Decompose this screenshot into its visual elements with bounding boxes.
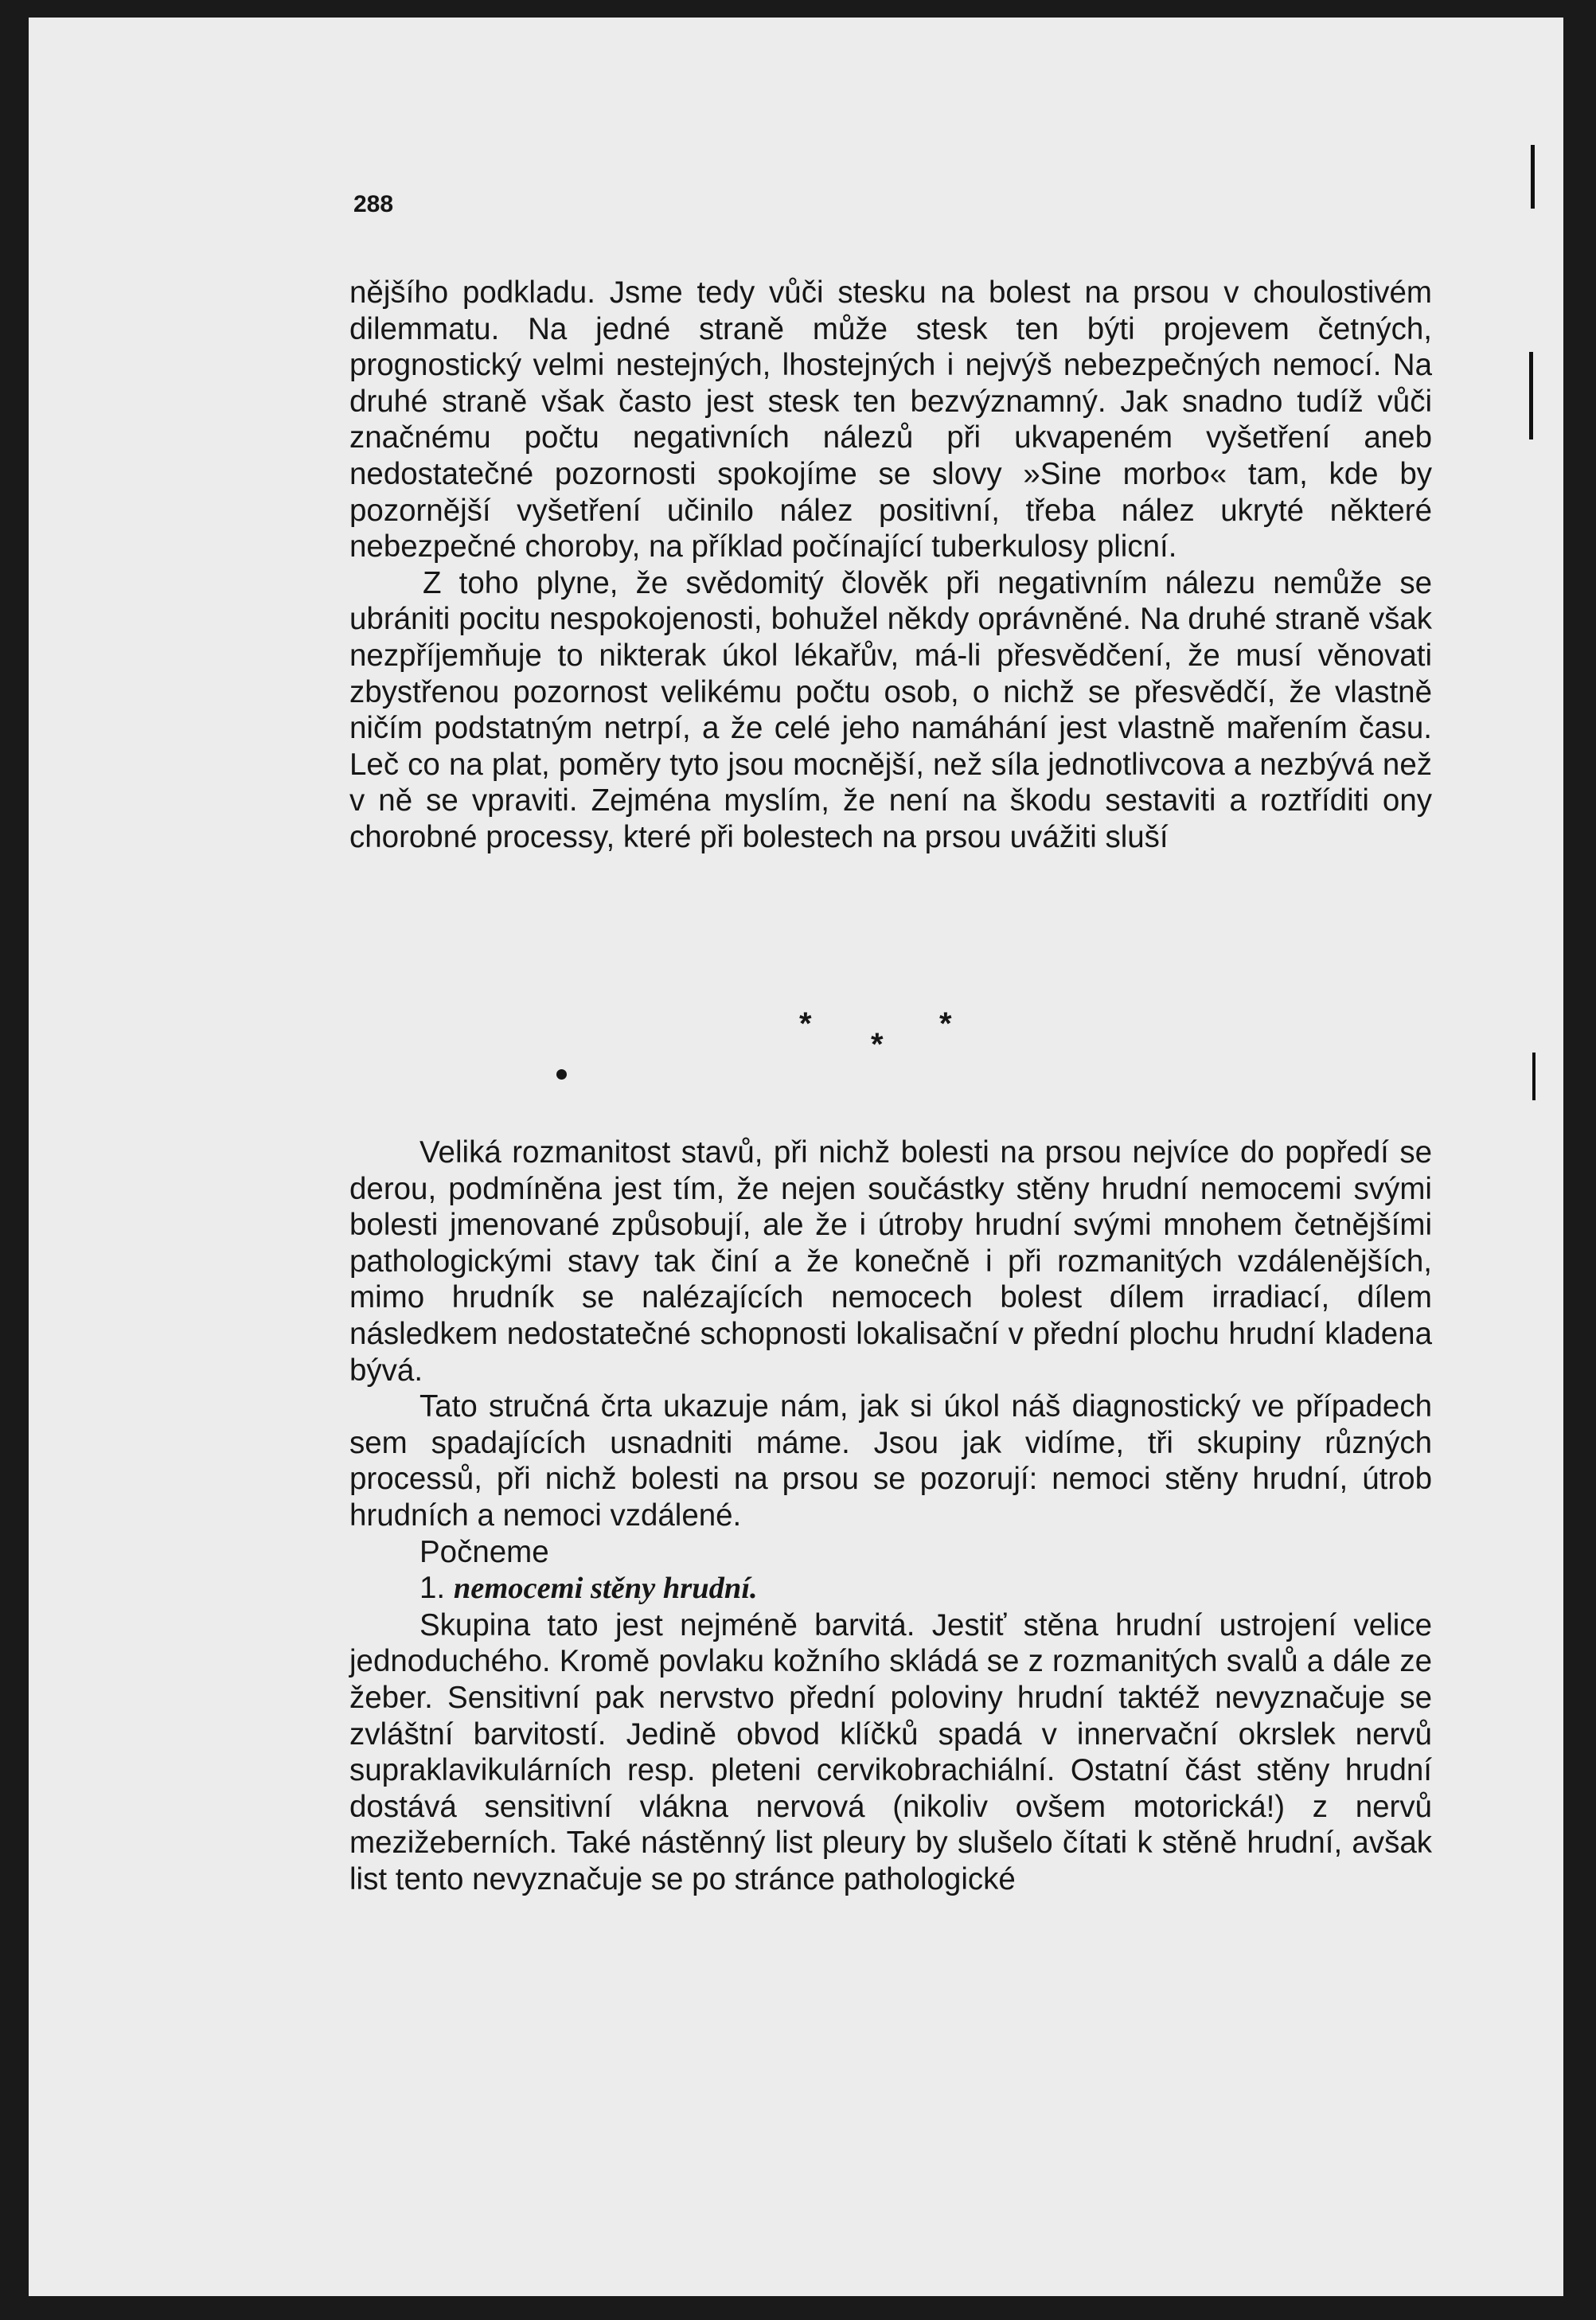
separator-star: * [799,1006,812,1041]
separator-star: * [939,1006,952,1041]
scan-edge-mark [1531,145,1535,209]
paragraph: nějšího podkladu. Jsme tedy vůči stesku na bolest na prsou v choulostivém dilemmatu. Na jedné straně může stesk ten býti projevem četných, prognostický velmi nestejných, lhostejných i nejvýš nebezpečných nemocí. Na druhé straně však často jest stesk ten bezvýznamný. Jak snadno tudíž vůči značnému počtu negativních nálezů při ukvapeném vyšetření aneb nedostatečné pozornosti spokojíme se slovy »Sine morbo« tam, kde by pozornější vyšetření učinilo nález positivní, třeba nález ukryté některé nebezpečné choroby, na příklad počínající tuberkulosy plicní. [349,275,1432,564]
paragraph: Počneme [419,1534,549,1569]
scan-edge-mark [1529,352,1533,439]
section-heading [349,1570,1432,1607]
paragraph: Skupina tato jest nejméně barvitá. Jestiť stěna hrudní ustrojení velice jednoduchého. Kromě povlaku kožního skládá se z rozmanitých svalů a dále ze žeber. Sensitivní pak nervstvo přední poloviny hrudní taktéž nevyznačuje se zvláštní barvitostí. Jedině obvod klíčků spadá v innervační okrslek nervů supraklavikulárních resp. pleteni cervikobrachiální. Ostatní část stěny hrudní dostává sensitivní vlákna nervová (nikoliv ovšem motorická!) z nervů mezižeberních. Také nástěnný list pleury by slušelo čítati k stěně hrudní, avšak list tento nevyznačuje se po stránce pathologické [349,1607,1432,1896]
heading-number: 1. [419,1571,446,1606]
heading-title: nemocemi stěny hrudní. [453,1572,758,1606]
bottom-text-section [349,1135,1432,1897]
scanned-page [29,18,1563,2296]
top-text-section [349,275,1432,856]
paragraph: Z toho plyne, že svědomitý člověk při negativním nálezu nemůže se ubrániti pocitu nespokojenosti, bohužel někdy oprávněné. Na druhé straně však nezpříjemňuje to nikterak úkol lékařův, má-li přesvědčení, že musí věnovati zbystřenou pozornost velikému počtu osob, o nichž se přesvědčí, že vlastně ničím podstatným netrpí, a že celé jeho namáhání jest vlastně mařením času. Leč co na plat, poměry tyto jsou mocnější, než síla jednotlivcova a nezbývá než v ně se vpraviti. Zejména myslím, že není na škodu sestaviti a roztříditi ony chorobné processy, které při bolestech na prsou uvážiti sluší [349,565,1432,854]
paragraph: Veliká rozmanitost stavů, při nichž bolesti na prsou nejvíce do popředí se derou, podmíněna jest tím, že nejen součástky stěny hrudní nemocemi svými bolesti jmenované způsobují, ale že i útroby hrudní svými mnohem četnějšími pathologickými stavy tak činí a že konečně i při rozmanitých vzdálenějších, mimo hrudník se nalézajících nemocech bolest dílem irradiací, dílem následkem nedostatečné schopnosti lokalisační v přední plochu hrudní kladena bývá. [349,1135,1432,1388]
paragraph: Tato stručná črta ukazuje nám, jak si úkol náš diagnostický ve případech sem spadajících usnadniti máme. Jsou jak vidíme, tři skupiny různých processů, při nichž bolesti na prsou se pozorují: nemoci stěny hrudní, útrob hrudních a nemoci vzdálené. [349,1389,1432,1533]
separator-star: * [871,1027,884,1062]
scan-edge-mark [1532,1053,1536,1100]
page-number: 288 [353,191,394,217]
stray-dot [556,1069,567,1080]
